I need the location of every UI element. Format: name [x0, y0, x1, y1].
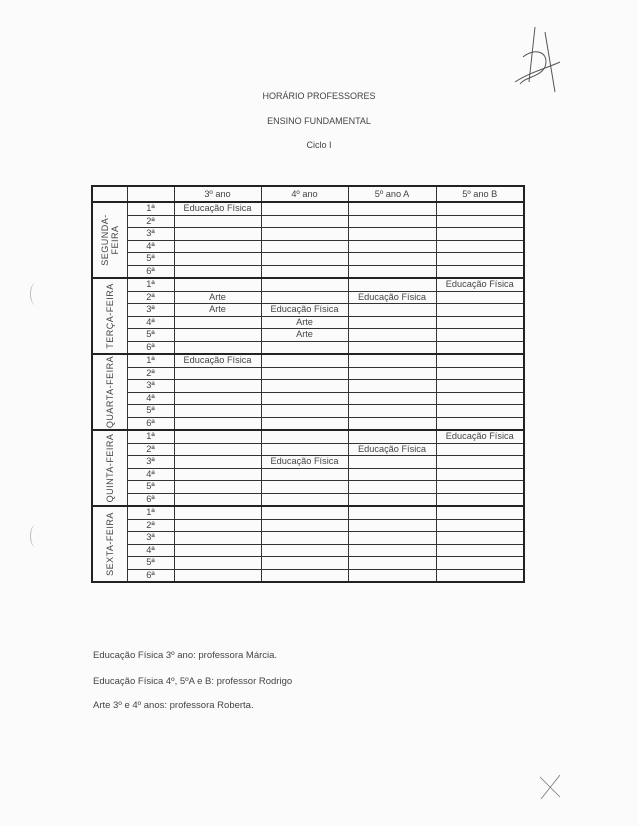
day-label: SEGUNDA- FEIRA: [99, 214, 120, 266]
schedule-cell: [436, 506, 524, 519]
table-row: [92, 341, 524, 354]
schedule-cell: [261, 481, 348, 494]
schedule-cell: [174, 278, 261, 291]
schedule-cell: Educação Física: [261, 456, 348, 469]
table-row: [92, 443, 524, 456]
schedule-cell: [261, 569, 348, 582]
schedule-cell: [348, 329, 436, 342]
table-row: [92, 569, 524, 582]
schedule-cell: [348, 341, 436, 354]
table-row: [92, 228, 524, 241]
schedule-cell: [348, 544, 436, 557]
schedule-cell: [436, 215, 524, 228]
period-cell: 1ª: [127, 278, 174, 291]
schedule-cell: [348, 557, 436, 570]
table-row: [92, 519, 524, 532]
schedule-cell: [436, 329, 524, 342]
column-header: 3º ano: [174, 186, 261, 202]
schedule-cell: [436, 316, 524, 329]
schedule-cell: [174, 456, 261, 469]
schedule-cell: [261, 380, 348, 393]
schedule-cell: [261, 215, 348, 228]
schedule-cell: [261, 367, 348, 380]
header-blank-day: [92, 186, 127, 202]
schedule-cell: [436, 569, 524, 582]
schedule-cell: [348, 367, 436, 380]
schedule-cell: [174, 544, 261, 557]
schedule-cell: [348, 519, 436, 532]
schedule-cell: [174, 329, 261, 342]
schedule-cell: [348, 481, 436, 494]
schedule-cell: [261, 240, 348, 253]
schedule-cell: [174, 532, 261, 545]
schedule-cell: [174, 253, 261, 266]
day-label: QUARTA-FEIRA: [104, 355, 115, 429]
schedule-cell: [348, 228, 436, 241]
table-row: [92, 481, 524, 494]
table-row: [92, 265, 524, 278]
schedule-table: [91, 185, 525, 583]
period-cell: 4ª: [127, 468, 174, 481]
schedule-cell: Educação Física: [261, 304, 348, 317]
schedule-cell: [261, 392, 348, 405]
schedule-cell: [436, 481, 524, 494]
day-label: SEXTA-FEIRA: [104, 512, 115, 576]
table-row: [92, 367, 524, 380]
table-row: [92, 304, 524, 317]
schedule-cell: [174, 228, 261, 241]
schedule-cell: [348, 253, 436, 266]
schedule-cell: Educação Física: [348, 291, 436, 304]
schedule-cell: [436, 456, 524, 469]
schedule-cell: [348, 215, 436, 228]
schedule-cell: [174, 569, 261, 582]
period-cell: 6ª: [127, 265, 174, 278]
schedule-cell: [436, 354, 524, 367]
schedule-cell: [174, 316, 261, 329]
schedule-cell: [174, 493, 261, 506]
schedule-cell: [436, 341, 524, 354]
column-header: 4º ano: [261, 186, 348, 202]
period-cell: 4ª: [127, 544, 174, 557]
schedule-cell: [261, 532, 348, 545]
handwritten-signature-mark: [505, 22, 565, 102]
table-row: [92, 240, 524, 253]
schedule-cell: [436, 240, 524, 253]
table-row: [92, 253, 524, 266]
handwritten-cross-mark: [535, 772, 565, 802]
schedule-cell: [261, 519, 348, 532]
schedule-cell: [348, 304, 436, 317]
schedule-cell: [348, 405, 436, 418]
day-label-cell: [92, 202, 127, 278]
schedule-cell: [348, 506, 436, 519]
period-cell: 4ª: [127, 316, 174, 329]
schedule-cell: Educação Física: [436, 278, 524, 291]
schedule-cell: [348, 278, 436, 291]
table-row: [92, 215, 524, 228]
schedule-cell: [174, 430, 261, 443]
period-cell: 3ª: [127, 380, 174, 393]
schedule-cell: [174, 468, 261, 481]
day-label: TERÇA-FEIRA: [104, 283, 115, 349]
table-row: [92, 417, 524, 430]
table-row: [92, 430, 524, 443]
table-header-row: [92, 186, 524, 202]
schedule-cell: [261, 265, 348, 278]
schedule-cell: [436, 367, 524, 380]
period-cell: 3ª: [127, 304, 174, 317]
period-cell: 6ª: [127, 569, 174, 582]
table-row: [92, 202, 524, 215]
schedule-cell: [436, 202, 524, 215]
schedule-cell: [261, 544, 348, 557]
period-cell: 3ª: [127, 456, 174, 469]
period-cell: 6ª: [127, 341, 174, 354]
period-cell: 5ª: [127, 329, 174, 342]
punch-hole-mark: [30, 283, 41, 305]
period-cell: 5ª: [127, 253, 174, 266]
period-cell: 2ª: [127, 367, 174, 380]
period-cell: 5ª: [127, 405, 174, 418]
schedule-cell: Educação Física: [174, 354, 261, 367]
schedule-cell: [436, 532, 524, 545]
schedule-cell: [261, 228, 348, 241]
schedule-cell: [261, 341, 348, 354]
schedule-cell: [261, 468, 348, 481]
period-cell: 5ª: [127, 557, 174, 570]
day-label-cell: [92, 506, 127, 582]
schedule-cell: Arte: [174, 304, 261, 317]
punch-hole-mark: [30, 525, 41, 547]
column-header: 5º ano B: [436, 186, 524, 202]
note-line: Educação Física 3º ano: professora Márcia.: [93, 650, 278, 661]
period-cell: 2ª: [127, 291, 174, 304]
schedule-cell: [436, 417, 524, 430]
schedule-cell: [436, 544, 524, 557]
period-cell: 6ª: [127, 493, 174, 506]
table-row: [92, 278, 524, 291]
table-row: [92, 506, 524, 519]
day-label: QUINTA-FEIRA: [104, 433, 115, 503]
schedule-cell: [348, 456, 436, 469]
schedule-cell: [436, 493, 524, 506]
schedule-cell: [174, 557, 261, 570]
period-cell: 4ª: [127, 392, 174, 405]
schedule-cell: [261, 253, 348, 266]
schedule-cell: [348, 430, 436, 443]
schedule-cell: [261, 278, 348, 291]
schedule-cell: [436, 291, 524, 304]
schedule-cell: [261, 430, 348, 443]
period-cell: 1ª: [127, 430, 174, 443]
period-cell: 3ª: [127, 532, 174, 545]
schedule-cell: [348, 417, 436, 430]
table-row: [92, 468, 524, 481]
period-cell: 2ª: [127, 519, 174, 532]
table-row: [92, 532, 524, 545]
table-row: [92, 405, 524, 418]
table-row: [92, 316, 524, 329]
note-line: Educação Física 4º, 5ºA e B: professor Rodrigo: [93, 676, 293, 687]
schedule-cell: [261, 354, 348, 367]
schedule-cell: [174, 265, 261, 278]
schedule-cell: [261, 443, 348, 456]
document-cycle: Ciclo I: [306, 140, 332, 150]
schedule-cell: [348, 240, 436, 253]
schedule-cell: [261, 202, 348, 215]
period-cell: 1ª: [127, 202, 174, 215]
schedule-cell: Arte: [261, 316, 348, 329]
schedule-cell: [348, 265, 436, 278]
schedule-cell: [436, 253, 524, 266]
schedule-cell: [174, 519, 261, 532]
table-row: [92, 544, 524, 557]
period-cell: 5ª: [127, 481, 174, 494]
schedule-cell: [348, 380, 436, 393]
schedule-cell: [436, 380, 524, 393]
period-cell: 2ª: [127, 215, 174, 228]
schedule-cell: Arte: [174, 291, 261, 304]
schedule-cell: [348, 392, 436, 405]
table-row: [92, 354, 524, 367]
schedule-cell: [348, 202, 436, 215]
schedule-cell: [436, 304, 524, 317]
schedule-cell: [436, 405, 524, 418]
table-row: [92, 291, 524, 304]
schedule-cell: [436, 443, 524, 456]
schedule-cell: [261, 493, 348, 506]
period-cell: 3ª: [127, 228, 174, 241]
schedule-cell: [174, 380, 261, 393]
schedule-cell: [261, 417, 348, 430]
schedule-cell: [174, 341, 261, 354]
schedule-cell: [261, 506, 348, 519]
document-title: HORÁRIO PROFESSORES: [262, 91, 376, 101]
schedule-cell: [436, 468, 524, 481]
period-cell: 4ª: [127, 240, 174, 253]
period-cell: 6ª: [127, 417, 174, 430]
schedule-cell: Arte: [261, 329, 348, 342]
schedule-cell: [348, 493, 436, 506]
period-cell: 1ª: [127, 354, 174, 367]
schedule-cell: [436, 392, 524, 405]
schedule-cell: [261, 291, 348, 304]
schedule-cell: [436, 265, 524, 278]
note-line: Arte 3º e 4º anos: professora Roberta.: [93, 700, 254, 711]
schedule-cell: [348, 532, 436, 545]
table-row: [92, 392, 524, 405]
schedule-cell: [174, 215, 261, 228]
day-label-cell: [92, 430, 127, 506]
day-label-cell: [92, 278, 127, 354]
schedule-cell: [174, 417, 261, 430]
table-row: [92, 493, 524, 506]
column-header: 5º ano A: [348, 186, 436, 202]
schedule-cell: Educação Física: [436, 430, 524, 443]
schedule-cell: [174, 481, 261, 494]
schedule-cell: [174, 405, 261, 418]
schedule-cell: [174, 506, 261, 519]
schedule-cell: [261, 557, 348, 570]
period-cell: 1ª: [127, 506, 174, 519]
table-row: [92, 557, 524, 570]
schedule-cell: [174, 392, 261, 405]
day-label-cell: [92, 354, 127, 430]
schedule-cell: [174, 367, 261, 380]
schedule-cell: [436, 557, 524, 570]
schedule-cell: [348, 569, 436, 582]
schedule-cell: [174, 240, 261, 253]
schedule-cell: Educação Física: [348, 443, 436, 456]
schedule-cell: [348, 354, 436, 367]
schedule-cell: [348, 468, 436, 481]
document-subtitle: ENSINO FUNDAMENTAL: [267, 116, 371, 126]
schedule-cell: [174, 443, 261, 456]
schedule-cell: Educação Física: [174, 202, 261, 215]
table-row: [92, 456, 524, 469]
table-row: [92, 380, 524, 393]
schedule-cell: [436, 228, 524, 241]
schedule-cell: [348, 316, 436, 329]
schedule-cell: [261, 405, 348, 418]
header-blank-period: [127, 186, 174, 202]
table-row: [92, 329, 524, 342]
schedule-cell: [436, 519, 524, 532]
period-cell: 2ª: [127, 443, 174, 456]
